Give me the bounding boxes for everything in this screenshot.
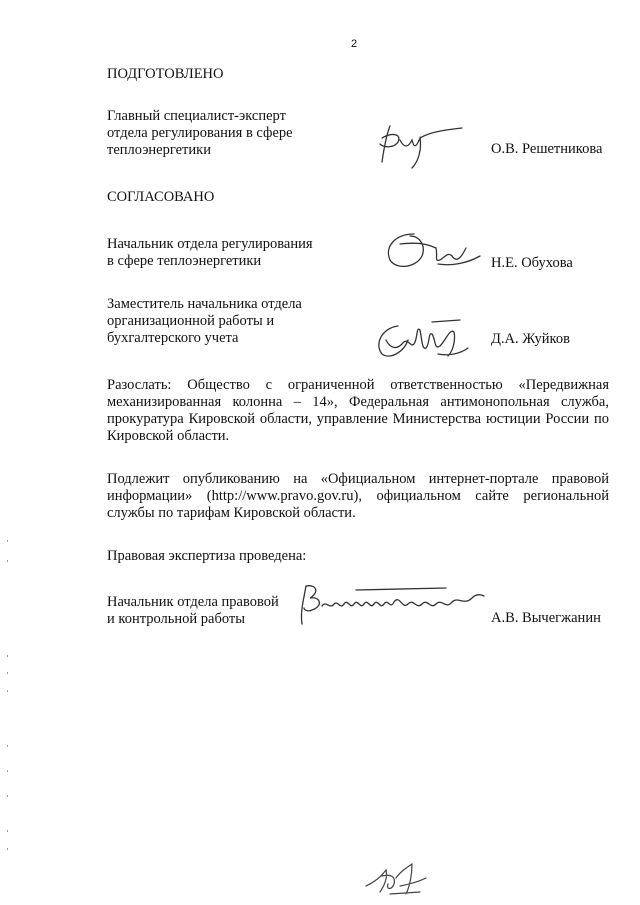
scan-mark: [7, 672, 8, 674]
page-number: 2: [351, 38, 358, 50]
position-line: и контрольной работы: [107, 611, 245, 627]
position-line: Начальник отдела регулирования: [107, 236, 313, 252]
agreed-signer-1-position: [107, 236, 313, 270]
position-line: бухгалтерского учета: [107, 330, 239, 346]
signature-obukhova: [376, 226, 486, 276]
initials-mark: [360, 856, 430, 898]
agreed-signer-2-position: [107, 296, 302, 347]
signature-reshetnikova: [372, 118, 467, 178]
signature-zhuikov: [368, 314, 478, 364]
scan-mark: [7, 745, 8, 747]
prepared-heading: ПОДГОТОВЛЕНО: [107, 66, 224, 82]
position-line: в сфере теплоэнергетики: [107, 253, 262, 269]
scan-mark: [7, 795, 8, 797]
scan-mark: [7, 848, 8, 850]
prepared-name: О.В. Решетникова: [491, 141, 603, 157]
signature-vychegzhanin: [296, 580, 486, 628]
legal-review-position: [107, 594, 279, 628]
position-line: Главный специалист-эксперт: [107, 108, 286, 124]
scan-mark: [7, 540, 8, 542]
agreed-heading: СОГЛАСОВАНО: [107, 189, 215, 205]
position-line: Начальник отдела правовой: [107, 594, 279, 610]
agreed-signer-2-name: Д.А. Жуйков: [491, 331, 570, 347]
scan-mark: [7, 655, 8, 657]
legal-review-statement: Правовая экспертиза проведена:: [107, 548, 307, 564]
position-line: организационной работы и: [107, 313, 275, 329]
legal-review-name: А.В. Вычегжанин: [491, 610, 601, 626]
agreed-signer-1-name: Н.Е. Обухова: [491, 255, 573, 271]
scan-mark: [7, 560, 8, 562]
prepared-position: [107, 108, 293, 159]
scan-mark: [7, 770, 8, 772]
position-line: теплоэнергетики: [107, 142, 211, 158]
scan-mark: [7, 690, 8, 692]
distribution-paragraph: Разослать: Общество с ограниченной ответственностью «Передвижная механизированная колонна – 14», Федеральная антимонопольная служба, прокуратура Кировской области, управление Министерства юстиции России по Кировской области.: [107, 377, 609, 444]
scan-mark: [7, 830, 8, 832]
publication-paragraph: Подлежит опубликованию на «Официальном интернет-портале правовой информации» (http://www.pravo.gov.ru), официальном сайте региональной службы по тарифам Кировской области.: [107, 471, 609, 521]
position-line: отдела регулирования в сфере: [107, 125, 293, 141]
position-line: Заместитель начальника отдела: [107, 296, 302, 312]
